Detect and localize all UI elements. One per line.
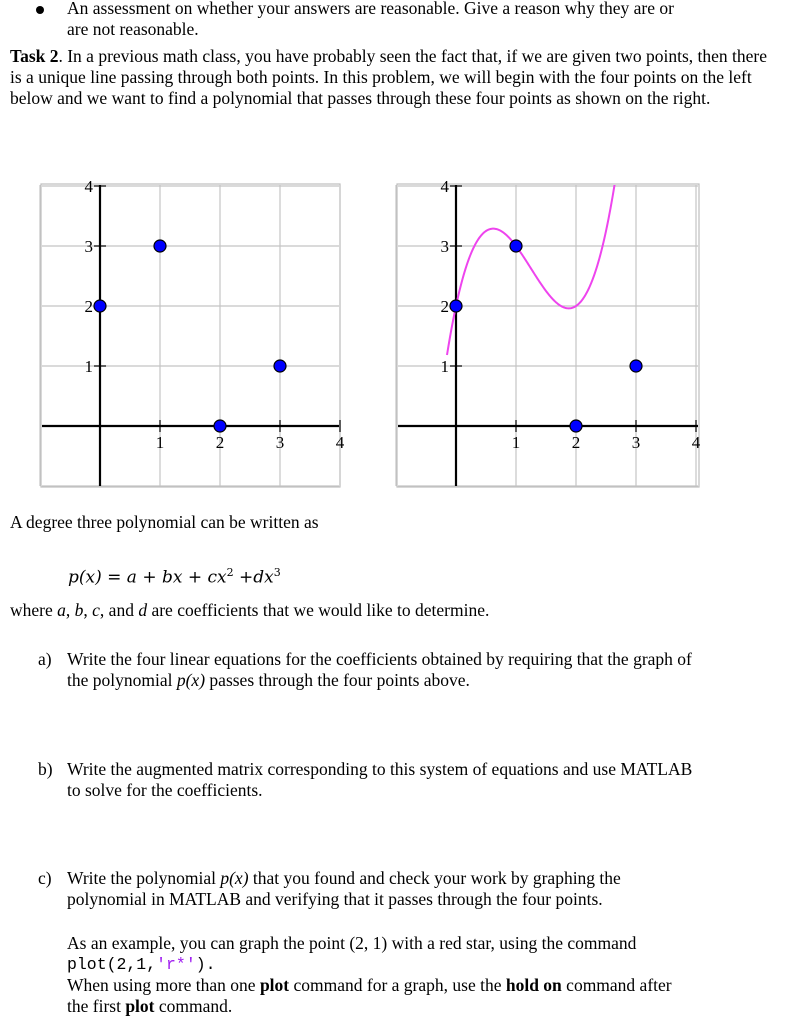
where-c1: , (65, 600, 75, 620)
part-b-text (67, 759, 767, 801)
coef-a: a (57, 600, 66, 620)
where-t2: , and (99, 600, 139, 620)
bullet-line-2: are not reasonable. (67, 19, 199, 39)
x-tick-label: 4 (335, 433, 345, 452)
part-b-label: b) (38, 759, 53, 779)
task-2-label: Task 2 (10, 46, 59, 66)
where-t3: are coefficients that we would like to determine. (147, 600, 490, 620)
y-tick-label: 4 (440, 177, 449, 196)
formula-main: p(x) = a + bx + cx (68, 567, 227, 588)
part-c-text (67, 868, 767, 910)
bullet-line-1: An assessment on whether your answers are reasonable. Give a reason why they are or (67, 0, 674, 18)
x-tick-label: 3 (275, 433, 285, 452)
cmd-pre: plot(2,1, (67, 955, 157, 974)
bullet-text (67, 0, 767, 40)
part-c-line-2: polynomial in MATLAB and verifying that it passes through the four points. (67, 889, 603, 909)
formula-exp-3: 3 (273, 566, 281, 579)
part-a-line-2 (67, 670, 767, 691)
part-b-line-2: to solve for the coefficients. (67, 780, 263, 800)
bullet-marker (36, 6, 44, 14)
where-c2: , (83, 600, 93, 620)
part-a-line-2-post: passes through the four points above. (205, 670, 470, 690)
y-tick-label: 4 (84, 177, 93, 196)
x-tick-label: 1 (511, 433, 521, 452)
task-2-paragraph (10, 46, 780, 109)
data-point (570, 420, 582, 432)
part-a-label: a) (38, 649, 52, 669)
coefficients-sentence (10, 600, 489, 621)
part-c-label: c) (38, 868, 52, 888)
graph-frame-border (397, 184, 699, 487)
x-tick-label: 1 (155, 433, 165, 452)
part-a-px: p(x) (176, 670, 206, 690)
part-c-line-1 (67, 868, 767, 889)
when-mid: command for a graph, use the (289, 975, 506, 995)
data-point (510, 240, 522, 252)
y-tick-label: 1 (84, 357, 93, 376)
last-pre: the first (67, 996, 126, 1016)
last-line (67, 996, 767, 1017)
part-a-line-1: Write the four linear equations for the coefficients obtained by requiring that the graph of (67, 649, 692, 669)
data-point (94, 300, 106, 312)
part-c-px: p(x) (220, 868, 249, 888)
points-graph (40, 177, 345, 488)
coef-c: c (92, 600, 100, 620)
part-c-line-1-post: that you found and check your work by graphing the (248, 868, 621, 888)
when-pre: When using more than one (67, 975, 260, 995)
hold-on-line (67, 975, 767, 996)
data-point (630, 360, 642, 372)
cmd-string: 'r*' (156, 955, 196, 974)
coef-b: b (74, 600, 84, 620)
part-a-line-2-pre: the polynomial (67, 670, 177, 690)
intro-text: A degree three polynomial can be written as (10, 512, 319, 532)
task-2-text: . In a previous math class, you have probably seen the fact that, if we are given two points, then there is a unique line passing through both points. In this problem, we will begin with the four points on the left below and we want to find a polynomial that passes through these four points as shown on the right. (10, 46, 768, 108)
data-point (450, 300, 462, 312)
x-tick-label: 2 (215, 433, 225, 452)
y-tick-label: 2 (84, 297, 93, 316)
y-tick-label: 1 (440, 357, 449, 376)
part-c-example-line: As an example, you can graph the point (2, 1) with a red star, using the command (67, 933, 637, 953)
matlab-command (67, 954, 767, 975)
data-point (214, 420, 226, 432)
polynomial-graph (396, 177, 701, 488)
part-a-text (67, 649, 767, 691)
formula-exp-2: 2 (226, 566, 234, 579)
data-point (154, 240, 166, 252)
part-c-line-1-pre: Write the polynomial (67, 868, 221, 888)
coef-d: d (138, 600, 148, 620)
data-point (274, 360, 286, 372)
part-c-example (67, 933, 767, 1017)
y-tick-label: 3 (84, 237, 93, 256)
last-plot: plot (125, 996, 155, 1016)
cmd-post: ). (195, 955, 216, 974)
formula-dx: +dx (233, 567, 274, 588)
where-t1: where (10, 600, 58, 620)
when-plot: plot (259, 975, 290, 995)
y-tick-label: 3 (440, 237, 449, 256)
x-tick-label: 3 (631, 433, 641, 452)
last-post: command. (154, 996, 233, 1016)
x-tick-label: 4 (691, 433, 701, 452)
graph-frame-border (41, 184, 340, 487)
polynomial-formula (68, 562, 281, 589)
x-tick-label: 2 (571, 433, 581, 452)
when-hold: hold on (505, 975, 562, 995)
when-post: command after (561, 975, 672, 995)
y-tick-label: 2 (440, 297, 449, 316)
part-b-line-1: Write the augmented matrix corresponding to this system of equations and use MATLAB (67, 759, 693, 779)
